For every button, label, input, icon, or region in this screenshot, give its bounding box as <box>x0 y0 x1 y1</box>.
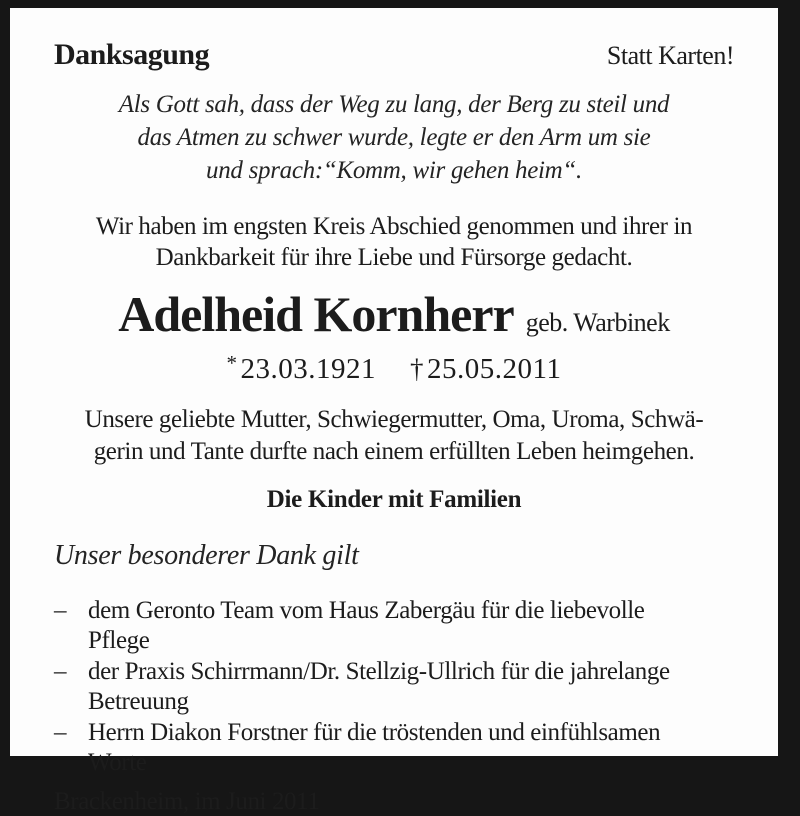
deceased-name: Adelheid Kornherr <box>118 286 514 342</box>
farewell-line-2: Dankbarkeit für ihre Liebe und Fürsorge gedacht. <box>155 244 633 271</box>
birth-date: 23.03.1921 <box>240 353 377 385</box>
birth-date-group <box>227 351 377 386</box>
list-item-3-line-2: Worte <box>88 749 147 776</box>
family-signature: Die Kinder mit Familien <box>266 486 522 513</box>
tribute-line-2: gerin und Tante durfte nach einem erfüllten Leben heimgehen. <box>93 438 695 465</box>
verse-line-1: Als Gott sah, dass der Weg zu lang, der Berg zu steil und <box>118 91 670 118</box>
list-item-1-line-1: dem Geronto Team vom Haus Zabergäu für die liebevolle <box>88 597 645 624</box>
verse-line-3: und sprach:“Komm, wir gehen heim“. <box>206 157 582 184</box>
farewell-line-1: Wir haben im engsten Kreis Abschied genommen und ihrer in <box>95 213 693 240</box>
header-row <box>54 38 734 72</box>
dash-bullet: – <box>54 597 67 624</box>
list-item-2-line-1: der Praxis Schirrmann/Dr. Stellzig-Ullrich für die jahrelange <box>88 658 670 685</box>
tribute-line-1: Unsere geliebte Mutter, Schwiegermutter, Oma, Uroma, Schwä- <box>84 406 704 433</box>
list-item-1-line-2: Pflege <box>88 627 150 654</box>
list-item <box>54 596 734 656</box>
deceased-name-row <box>54 285 734 343</box>
thanks-list <box>54 596 734 778</box>
death-date-group <box>410 353 561 386</box>
list-item-text <box>88 718 660 778</box>
tribute-paragraph <box>54 404 734 468</box>
list-item-text <box>88 596 645 656</box>
place-and-date: Brackenheim, im Juni 2011 <box>54 788 320 815</box>
obituary-card <box>10 8 778 815</box>
maiden-name: geb. Warbinek <box>525 308 670 337</box>
thanks-intro: Unser besonderer Dank gilt <box>54 540 359 571</box>
statt-karten-note: Statt Karten! <box>606 41 734 70</box>
death-date: 25.05.2011 <box>427 353 562 385</box>
birth-star-symbol: * <box>226 351 238 375</box>
death-cross-symbol: † <box>410 354 425 384</box>
farewell-paragraph <box>54 211 734 273</box>
list-item <box>54 657 734 717</box>
memorial-verse <box>54 88 734 187</box>
list-item-3-line-1: Herrn Diakon Forstner für die tröstenden und einfühlsamen <box>88 719 661 746</box>
verse-line-2: das Atmen zu schwer wurde, legte er den Arm um sie <box>137 124 651 151</box>
dash-bullet: – <box>54 719 67 746</box>
life-dates-row <box>54 351 734 386</box>
list-item <box>54 718 734 778</box>
notice-title: Danksagung <box>54 38 210 71</box>
dash-bullet: – <box>54 658 67 685</box>
list-item-text <box>88 657 670 717</box>
list-item-2-line-2: Betreuung <box>88 688 189 715</box>
